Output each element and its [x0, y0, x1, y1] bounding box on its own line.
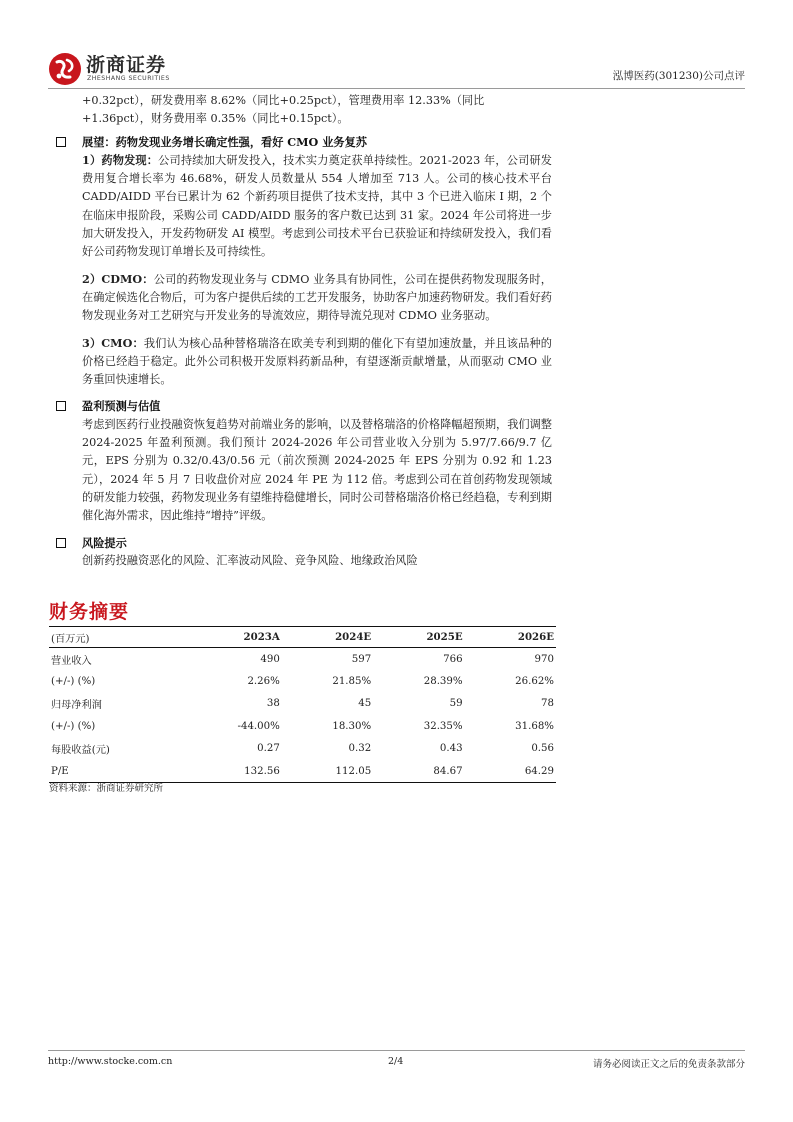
table-cell: 78 [541, 698, 554, 710]
table-cell: 32.35% [423, 720, 463, 732]
report-body [82, 92, 552, 570]
table-cell: 0.27 [257, 743, 280, 755]
table-source-note: 资料来源：浙商证券研究所 [49, 783, 164, 794]
zheshang-logo-icon [48, 52, 82, 86]
table-cell: 597 [351, 653, 372, 665]
footer-website-link[interactable]: http://www.stocke.com.cn [48, 1056, 173, 1067]
checkbox-bullet-icon [56, 538, 66, 548]
outlook-title: 展望：药物发现业务增长确定性强，看好 CMO 业务复苏 [82, 134, 367, 149]
page-number: 2/4 [388, 1056, 404, 1067]
outlook-item-2 [82, 270, 552, 326]
outlook-item-text: 我们认为核心品种替格瑞洛在欧美专利到期的催化下有望加速放量，并且该品种的价格已经趋于稳定。此外公司积极开发原料药新品种，有望逐渐贡献增量，从而驱动 CMO 业务重回快速增长。 [82, 336, 552, 387]
table-cell: 84.67 [373, 760, 464, 783]
table-header-cell: (百万元) [49, 627, 183, 648]
table-header-row [49, 627, 556, 648]
footer-disclaimer: 请务必阅读正文之后的免责条款部分 [592, 1059, 745, 1070]
outlook-item-label: 2）CDMO： [82, 271, 154, 286]
risk-text: 创新药投融资恶化的风险、汇率波动风险、竞争风险、地缘政治风险 [82, 553, 418, 567]
report-title: 泓博医药(301230)公司点评 [612, 70, 745, 82]
outlook-item-label: 1）药物发现： [82, 152, 159, 167]
intro-line-2: +1.36pct），财务费用率 0.35%（同比+0.15pct）。 [82, 112, 349, 126]
outlook-item-label: 3）CMO： [82, 335, 144, 350]
table-cell: -44.00% [237, 720, 280, 732]
checkbox-bullet-icon [56, 401, 66, 411]
forecast-heading [82, 397, 552, 415]
table-cell: 26.62% [515, 675, 554, 687]
table-row [49, 648, 556, 671]
page-header [48, 48, 745, 88]
table-row [49, 693, 556, 716]
table-cell: 21.85% [332, 675, 372, 687]
forecast-title: 盈利预测与估值 [82, 399, 161, 414]
table-cell: 营业收入 [51, 655, 92, 667]
table-row [49, 738, 556, 761]
table-cell: 归母净利润 [51, 700, 102, 712]
table-cell: 59 [449, 698, 463, 710]
table-header-cell: 2026E [465, 627, 556, 648]
table-cell: P/E [49, 760, 183, 783]
table-cell: 0.32 [348, 743, 372, 755]
checkbox-bullet-icon [56, 137, 66, 147]
logo-subtitle: ZHESHANG SECURITIES [87, 75, 170, 82]
table-cell: 0.43 [439, 743, 463, 755]
risk-heading [82, 534, 552, 552]
logo-name: 浙商证券 [86, 54, 167, 76]
risk-title: 风险提示 [82, 535, 127, 550]
outlook-item-1 [82, 151, 552, 262]
table-cell: 38 [266, 698, 280, 710]
outlook-item-text: 公司持续加大研发投入，技术实力奠定获单持续性。2021-2023 年，公司研发费用复合增长率为 46.68%，研发人员数量从 554 人增加至 713 人。公司的核心技术平台 CADD/AIDD 平台已累计为 62 个新药项目提供了技术支持，其中 3 个已进入临床 I 期，2 个在临床申报阶段，采购公司 CADD/AIDD 服务的客户数已达到 31 家。2024 年公司将进一步加大研发投入，开发药物研发 AI 模型。考虑到公司技术平台已获验证和持续研发投入，我们看好公司药物发现订单增长及可持续性。 [82, 153, 552, 259]
table-row [49, 670, 556, 693]
financial-summary-table [49, 626, 556, 783]
outlook-heading [82, 133, 552, 151]
table-cell: 18.30% [332, 720, 372, 732]
table-cell: 490 [260, 653, 280, 665]
intro-line-1: +0.32pct），研发费用率 8.62%（同比+0.25pct），管理费用率 12.33%（同比 [82, 94, 485, 107]
table-cell: 132.56 [183, 760, 282, 783]
footer-divider [48, 1050, 745, 1051]
financial-section-title: 财务摘要 [49, 601, 130, 623]
table-cell: 970 [534, 653, 554, 665]
outlook-item-text: 公司的药物发现业务与 CDMO 业务具有协同性，公司在提供药物发现服务时，在确定候选化合物后，可为客户提供后续的工艺开发服务，协助客户加速药物研发。我们看好药物发现业务对工艺研究与开发业务的导流效应，期待导流兑现对 CDMO 业务驱动。 [82, 272, 552, 323]
financial-table-container [49, 626, 556, 783]
table-cell: 0.56 [531, 743, 554, 755]
table-cell: 每股收益(元) [51, 745, 110, 757]
table-cell: 45 [358, 698, 372, 710]
table-row [49, 715, 556, 738]
table-cell: 766 [443, 653, 463, 665]
outlook-item-3 [82, 334, 552, 390]
table-cell: (+/-) (%) [51, 675, 96, 687]
table-header-cell: 2024E [282, 627, 373, 648]
table-cell: (+/-) (%) [51, 720, 96, 732]
forecast-text: 考虑到医药行业投融资恢复趋势对前端业务的影响，以及替格瑞洛的价格降幅超预期，我们调整 2024-2025 年盈利预测。我们预计 2024-2026 年公司营业收入分别为 5.97/7.66/9.7 亿元，EPS 分别为 0.32/0.43/0.56 元（前次预测 2024-2025 年 EPS 分别为 0.92 和 1.23 元），2024 年 5 月 7 日收盘价对应 2024 年 PE 为 112 倍。考虑到公司在首创药物发现领域的研发能力较强，药物发现业务有望维持稳健增长，同时公司替格瑞洛价格已经趋稳，专利到期催化海外需求，因此维持“增持”评级。 [82, 417, 552, 523]
table-cell: 64.29 [465, 760, 556, 783]
table-cell: 28.39% [423, 675, 463, 687]
header-divider [48, 88, 745, 89]
table-cell: 112.05 [282, 760, 373, 783]
table-header-cell: 2023A [183, 627, 282, 648]
table-header-cell: 2025E [373, 627, 464, 648]
table-cell: 2.26% [247, 675, 280, 687]
table-cell: 31.68% [515, 720, 554, 732]
